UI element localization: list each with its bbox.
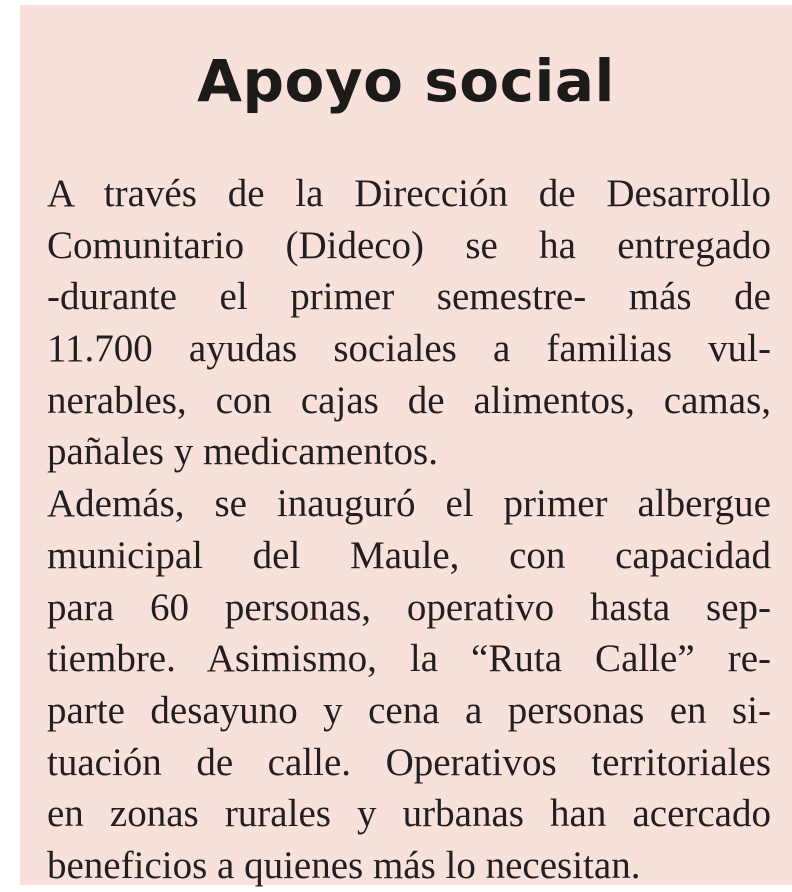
body-line: en zonas rurales y urbanas han acercado xyxy=(47,792,771,836)
body-line: pañales y medicamentos. xyxy=(47,430,438,474)
article-box xyxy=(20,5,792,885)
body-line: Comunitario (Dideco) se ha entregado xyxy=(47,223,771,267)
body-line: 11.700 ayudas sociales a familias vul- xyxy=(47,327,771,371)
body-line: -durante el primer semestre- más de xyxy=(47,275,771,319)
body-line: tuación de calle. Operativos territoriales xyxy=(47,740,771,784)
article-body xyxy=(47,168,771,892)
body-line: para 60 personas, operativo hasta sep- xyxy=(47,585,771,629)
article-title: Apoyo social xyxy=(197,47,615,115)
body-line: parte desayuno y cena a personas en si- xyxy=(47,688,771,732)
body-line: beneficios a quienes más lo necesitan. xyxy=(47,843,641,887)
body-line: tiembre. Asimismo, la “Ruta Calle” re- xyxy=(47,637,771,681)
body-line: municipal del Maule, con capacidad xyxy=(47,533,771,577)
body-line: Además, se inauguró el primer albergue xyxy=(47,482,771,526)
body-line: A través de la Dirección de Desarrollo xyxy=(47,172,771,215)
body-line: nerables, con cajas de alimentos, camas, xyxy=(47,378,771,422)
